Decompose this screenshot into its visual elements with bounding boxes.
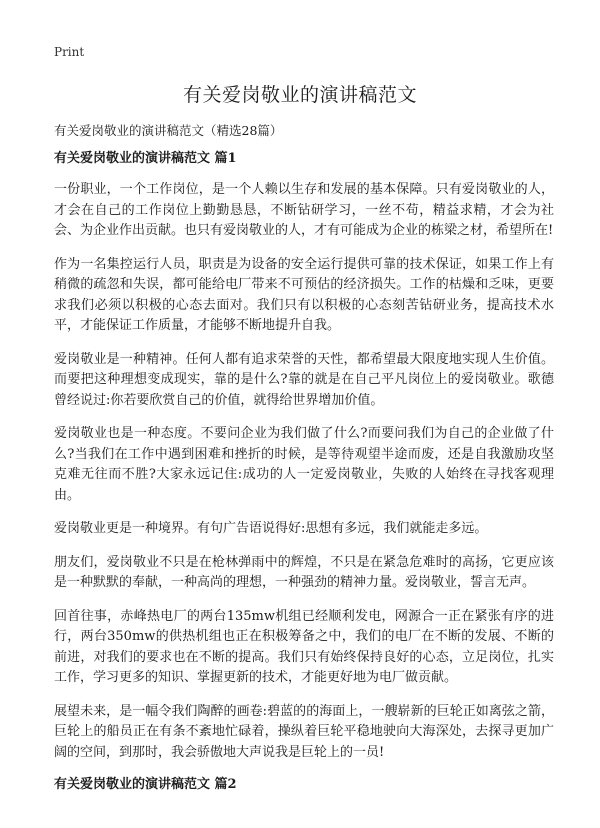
paragraph: 朋友们，爱岗敬业不只是在枪林弹雨中的辉煌，不只是在紧急危难时的高扬，它更应该是一种默默的奉献，一种高尚的理想，一种强劲的精神力量。爱岗敬业，誓言无声。 bbox=[54, 554, 554, 590]
section-heading-2: 有关爱岗敬业的演讲稿范文 篇2 bbox=[54, 777, 237, 792]
document-body bbox=[54, 150, 554, 806]
section-heading-1: 有关爱岗敬业的演讲稿范文 篇1 bbox=[54, 151, 237, 166]
paragraph: 作为一名集控运行人员，职责是为设备的安全运行提供可靠的技术保证，如果工作上有稍微的疏忽和失误，都可能给电厂带来不可预估的经济损失。工作的枯燥和乏味，更要求我们必须以积极的心态去面对。我们只有以积极的心态刻苦钻研业务，提高技术水平，才能保证工作质量，才能够不断地提升自我。 bbox=[54, 256, 554, 333]
paragraph: 展望未来，是一幅令我们陶醉的画卷:碧蓝的的海面上，一艘崭新的巨轮正如离弦之箭，巨轮上的船员正在有条不紊地忙碌着，操纵着巨轮平稳地驶向大海深处，去探寻更加广阔的空间，到那时，我会骄傲地大声说我是巨轮上的一员! bbox=[54, 703, 554, 760]
page-title: 有关爱岗敬业的演讲稿范文 bbox=[182, 84, 417, 106]
paragraph: 爱岗敬业是一种精神。任何人都有追求荣誉的天性，都希望最大限度地实现人生价值。而要把这种理想变成现实，靠的是什么?靠的就是在自己平凡岗位上的爱岗敬业。歌德曾经说过:你若要欣赏自己的价值，就得给世界增加价值。 bbox=[54, 351, 554, 408]
paragraph: 一份职业，一个工作岗位，是一个人赖以生存和发展的基本保障。只有爱岗敬业的人，才会在自己的工作岗位上勤勤恳恳，不断钻研学习，一丝不苟，精益求精，才会为社会、为企业作出贡献。也只有爱岗敬业的人，才有可能成为企业的栋梁之材，希望所在! bbox=[54, 182, 554, 238]
document-subtitle: 有关爱岗敬业的演讲稿范文（精选28篇） bbox=[54, 123, 283, 138]
paragraph: 爱岗敬业更是一种境界。有句广告语说得好:思想有多远，我们就能走多远。 bbox=[54, 521, 488, 536]
paragraph: 回首往事，赤峰热电厂的两台135mw机组已经顺利发电，网源合一正在紧张有序的进行，两台350mw的供热机组也正在积极筹备之中，我们的电厂在不断的发展、不断的前进，对我们的要求也在不断的提高。我们只有始终保持良好的心态，立足岗位，扎实工作，学习更多的知识、掌握更新的技术，才能更好地为电厂做贡献。 bbox=[54, 608, 554, 685]
paragraph: 爱岗敬业也是一种态度。不要问企业为我们做了什么?而要问我们为自己的企业做了什么?当我们在工作中遇到困难和挫折的时候，是等待观望半途而废，还是自我激励攻坚克难无往而不胜?大家永远记住:成功的人一定爱岗敬业，失败的人始终在寻找客观理由。 bbox=[54, 426, 554, 503]
print-link[interactable]: Print bbox=[54, 45, 85, 59]
